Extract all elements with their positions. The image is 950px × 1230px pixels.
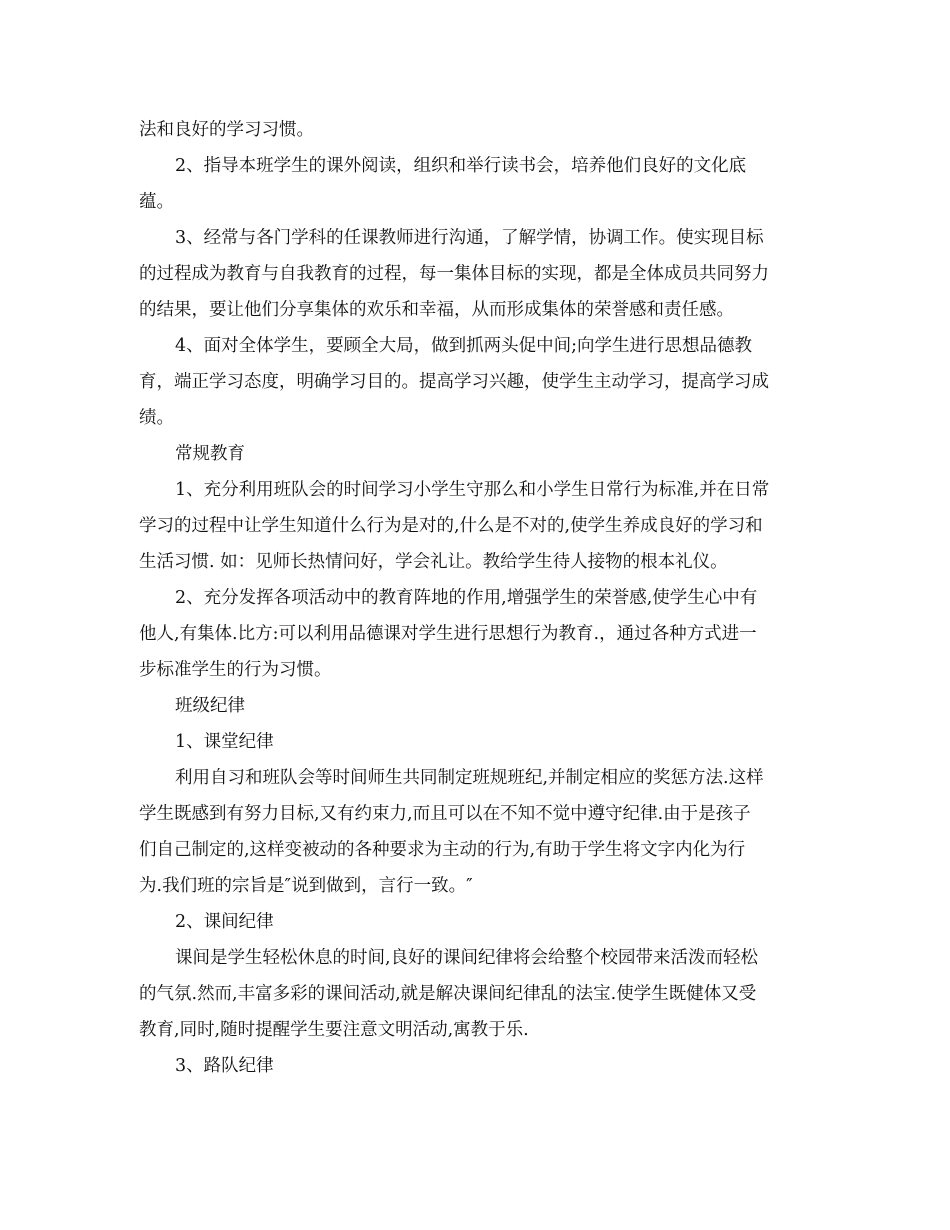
text-line: 学习的过程中让学生知道什么行为是对的,什么是不对的,使学生养成良好的学习和 xyxy=(139,516,763,536)
text-line: 2、充分发挥各项活动中的教育阵地的作用,增强学生的荣誉感,使学生心中有 xyxy=(175,588,758,608)
text-line: 2、指导本班学生的课外阅读，组织和举行读书会，培养他们良好的文化底 xyxy=(175,156,747,176)
document-body xyxy=(139,112,819,1084)
text-line: 育，端正学习态度，明确学习目的。提高学习兴趣，使学生主动学习，提高学习成 xyxy=(139,372,769,392)
subsection-heading: 1、课堂纪律 xyxy=(175,732,274,752)
text-line: 们自己制定的,这样变被动的各种要求为主动的行为,有助于学生将文字内化为行 xyxy=(139,840,746,860)
text-line: 的气氛.然而,丰富多彩的课间活动,就是解决课间纪律乱的法宝.使学生既健体又受 xyxy=(139,984,757,1004)
text-line: 为.我们班的宗旨是″说到做到，言行一致。″ xyxy=(139,876,473,896)
text-line: 4、面对全体学生，要顾全大局，做到抓两头促中间;向学生进行思想品德教 xyxy=(175,336,753,356)
text-line: 蕴。 xyxy=(139,192,174,212)
text-line: 课间是学生轻松休息的时间,良好的课间纪律将会给整个校园带来活泼而轻松 xyxy=(175,948,759,968)
section-heading: 班级纪律 xyxy=(175,696,245,716)
text-line: 的过程成为教育与自我教育的过程，每一集体目标的实现，都是全体成员共同努力 xyxy=(139,264,769,284)
text-line: 教育,同时,随时提醒学生要注意文明活动,寓教于乐. xyxy=(139,1020,529,1040)
text-line: 法和良好的学习习惯。 xyxy=(139,120,314,140)
text-line: 的结果，要让他们分享集体的欢乐和幸福，从而形成集体的荣誉感和责任感。 xyxy=(139,300,734,320)
text-line: 学生既感到有努力目标,又有约束力,而且可以在不知不觉中遵守纪律.由于是孩子 xyxy=(139,804,751,824)
text-line: 他人,有集体.比方:可以利用品德课对学生进行思想行为教育.，通过各种方式进一 xyxy=(139,624,757,644)
text-line: 步标准学生的行为习惯。 xyxy=(139,660,332,680)
text-line: 3、经常与各门学科的任课教师进行沟通，了解学情，协调工作。使实现目标 xyxy=(175,228,764,248)
text-line: 绩。 xyxy=(139,408,174,428)
subsection-heading: 3、路队纪律 xyxy=(175,1056,274,1076)
subsection-heading: 2、课间纪律 xyxy=(175,912,274,932)
text-line: 生活习惯. 如：见师长热情问好，学会礼让。教给学生待人接物的根本礼仪。 xyxy=(139,552,728,572)
text-line: 利用自习和班队会等时间师生共同制定班规班纪,并制定相应的奖惩方法.这样 xyxy=(175,768,764,788)
text-line: 1、充分利用班队会的时间学习小学生守那么和小学生日常行为标准,并在日常 xyxy=(175,480,770,500)
section-heading: 常规教育 xyxy=(175,444,245,464)
